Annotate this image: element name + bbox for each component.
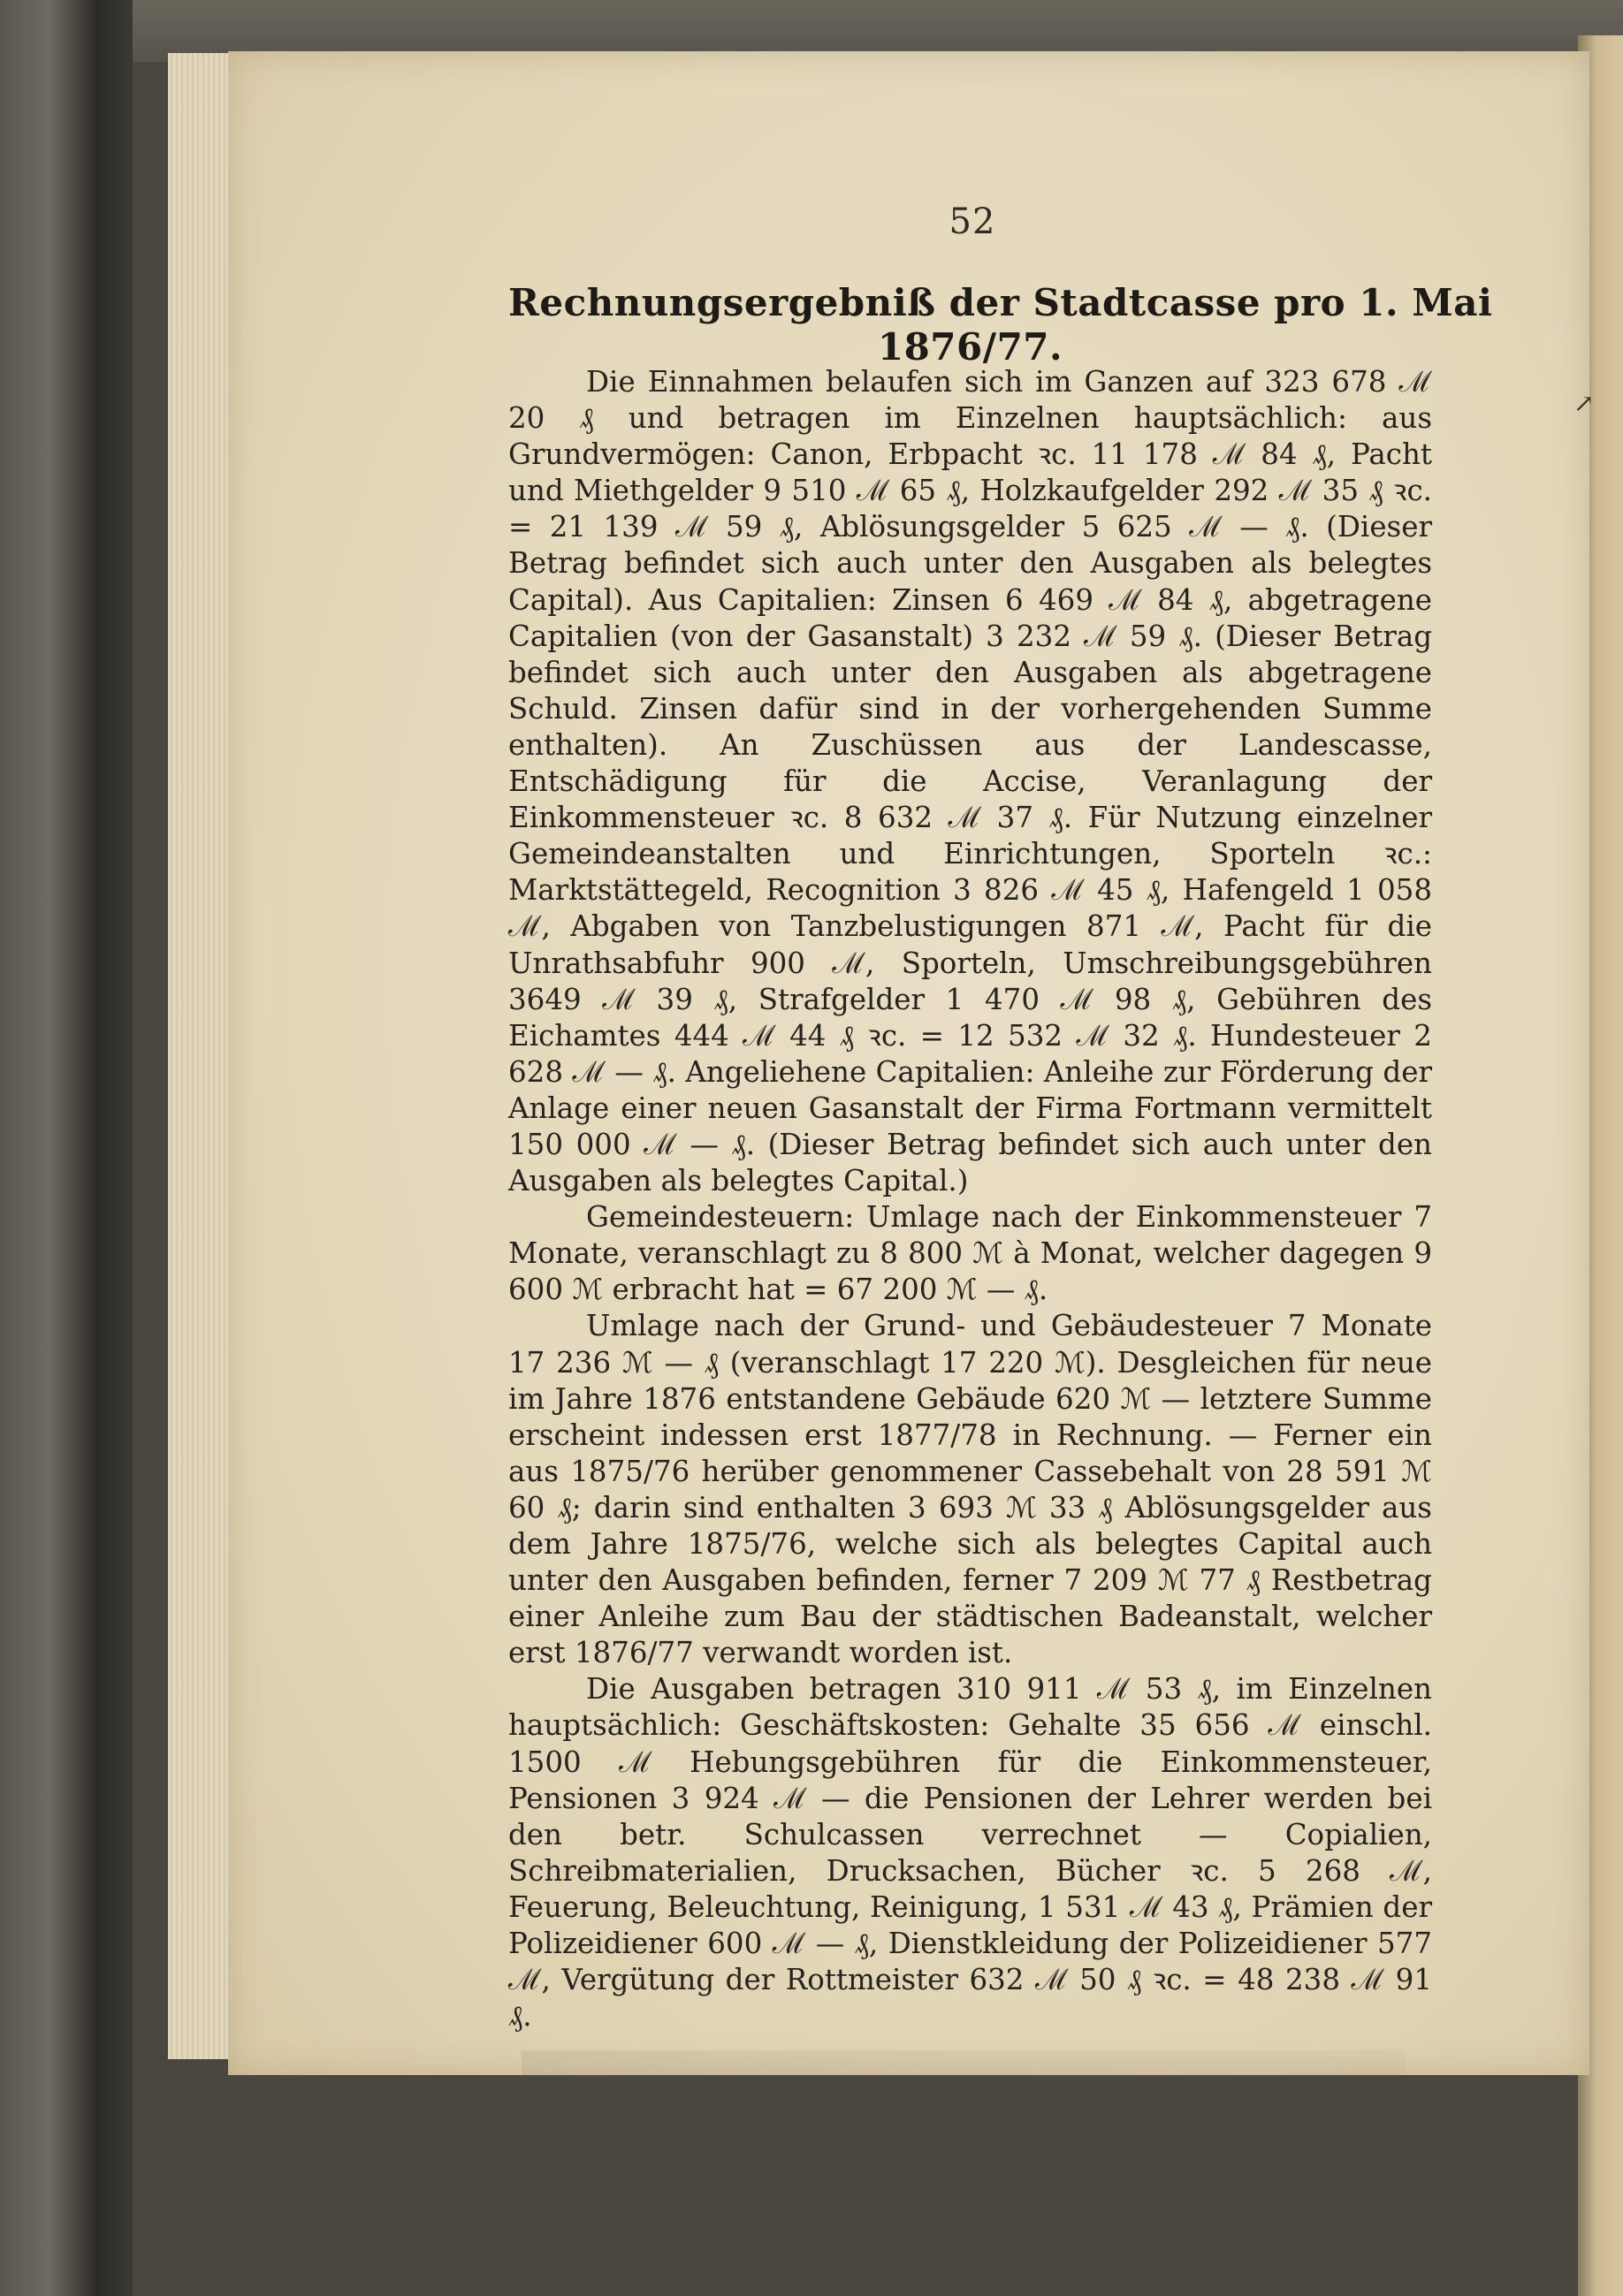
heading-line-2: 1876/77.: [877, 325, 1063, 369]
paragraph-land-tax: Umlage nach der Grund- und Gebäudesteuer 7 Monate 17 236 ℳ — ₰ (veranschlagt 17 220 ℳ). Desgleichen für neue im Jahre 1876 entstandene Gebäude 620 ℳ — letztere Summe erscheint indessen erst 1877/78 in Rechnung. — Ferner ein aus 1875/76 herüber genommener Cassebehalt von 28 591 ℳ 60 ₰; darin sind enthalten 3 693 ℳ 33 ₰ Ablösungsgelder aus dem Jahre 1875/76, welche sich als belegtes Capital auch unter den Ausgaben befinden, ferner 7 209 ℳ 77 ₰ Restbetrag einer Anleihe zum Bau der städtischen Badeanstalt, welcher erst 1876/77 verwandt worden ist.: [508, 1309, 1432, 1670]
page-stack-edges: [168, 53, 232, 2059]
paragraph-income: Die Einnahmen belaufen sich im Ganzen auf 323 678 ℳ 20 ₰ und betragen im Einzelnen hauptsächlich: aus Grundvermögen: Canon, Erbpacht ꝛc. 11 178 ℳ 84 ₰, Pacht und Miethgelder 9 510 ℳ 65 ₰, Holzkaufgelder 292 ℳ 35 ₰ ꝛc. = 21 139 ℳ 59 ₰, Ablösungsgelder 5 625 ℳ — ₰. (Dieser Betrag befindet sich auch unter den Ausgaben als belegtes Capital). Aus Capitalien: Zinsen 6 469 ℳ 84 ₰, abgetragene Capitalien (von der Gasanstalt) 3 232 ℳ 59 ₰. (Dieser Betrag befindet sich auch unter den Ausgaben als abgetragene Schuld. Zinsen dafür sind in der vorhergehenden Summe enthalten). An Zuschüssen aus der Landescasse, Entschädigung für die Accise, Veranlagung der Einkommensteuer ꝛc. 8 632 ℳ 37 ₰. Für Nutzung einzelner Gemeindeanstalten und Einrichtungen, Sporteln ꝛc.: Marktstättegeld, Recognition 3 826 ℳ 45 ₰, Hafengeld 1 058 ℳ, Abgaben von Tanzbelustigungen 871 ℳ, Pacht für die Unrathsabfuhr 900 ℳ, Sporteln, Umschreibungsgebühren 3649 ℳ 39 ₰, Strafgelder 1 470 ℳ 98 ₰, Gebühren des Eichamtes 444 ℳ 44 ₰ ꝛc. = 12 532 ℳ 32 ₰. Hundesteuer 2 628 ℳ — ₰. Angeliehene Capitalien: Anleihe zur Förderung der Anlage einer neuen Gasanstalt der Firma Fortmann vermittelt 150 000 ℳ — ₰. (Dieser Betrag befindet sich auch unter den Ausgaben als belegtes Capital.): [508, 365, 1432, 1198]
paragraph-expenses: Die Ausgaben betragen 310 911 ℳ 53 ₰, im Einzelnen hauptsächlich: Geschäftskosten: Gehalte 35 656 ℳ einschl. 1500 ℳ Hebungsgebühren für die Einkommensteuer, Pensionen 3 924 ℳ — die Pensionen der Lehrer werden bei den betr. Schulcassen verrechnet — Copialien, Schreibmaterialien, Drucksachen, Bücher ꝛc. 5 268 ℳ, Feuerung, Beleuchtung, Reinigung, 1 531 ℳ 43 ₰, Prämien der Polizeidiener 600 ℳ — ₰, Dienstkleidung der Polizeidiener 577 ℳ, Vergütung der Rottmeister 632 ℳ 50 ₰ ꝛc. = 48 238 ℳ 91 ₰.: [508, 1672, 1432, 2034]
book-binding: [0, 0, 133, 2296]
body-text: [508, 364, 1432, 2034]
margin-mark: ↗: [1573, 389, 1595, 418]
paragraph-municipal-taxes: Gemeindesteuern: Umlage nach der Einkommensteuer 7 Monate, veranschlagt zu 8 800 ℳ à Monat, welcher dagegen 9 600 ℳ erbracht hat = 67 200 ℳ — ₰.: [508, 1200, 1432, 1307]
heading-line-1: Rechnungsergebniß der Stadtcasse pro 1. Mai: [508, 281, 1493, 324]
section-heading: [508, 281, 1493, 369]
page-number: 52: [949, 201, 996, 242]
bleed-through-text: [522, 2050, 1406, 2077]
